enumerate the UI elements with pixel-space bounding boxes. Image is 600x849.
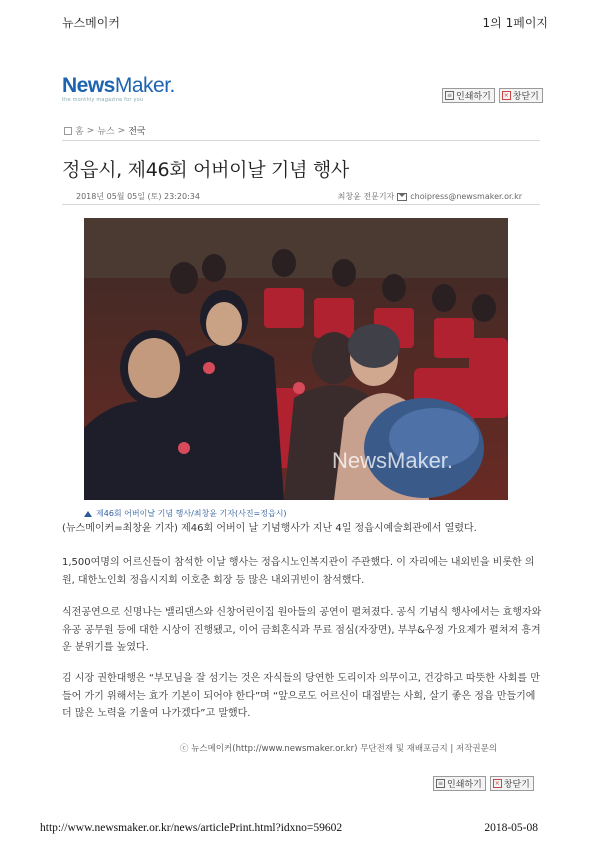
bottom-button-bar [433, 776, 534, 791]
print-button-label: 인쇄하기 [456, 92, 491, 102]
reporter-name: 최창윤 전문기자 [337, 192, 395, 201]
close-icon: × [503, 92, 509, 99]
close-window-button-bottom[interactable] [490, 776, 534, 791]
article-date: 2018년 05월 05일 (토) 23:20:34 [76, 192, 200, 201]
article-paragraph-3: 식전공연으로 신명나는 밸리댄스와 신창어린이집 원아들의 공연이 펼쳐졌다. 공식 기념식 행사에서는 효행자와 유공 공무원 등에 대한 시상이 진행됐고, 이어 금회혼식과 무료 점심(자장면), 부부&우정 가요제가 펼쳐져 흥겨운 분위기를 높였다. [62, 607, 542, 653]
close-button-label: 창닫기 [503, 780, 530, 790]
article-title: 정읍시, 제46회 어버이날 기념 행사 [62, 159, 349, 181]
breadcrumb-separator: > [86, 125, 95, 136]
breadcrumb-home[interactable]: 홈 [75, 127, 84, 137]
article-paragraph-2: 1,500여명의 어르신들이 참석한 이날 행사는 정읍시노인복지관이 주관했다. 이 자리에는 내외빈을 비롯한 의원, 대한노인회 정읍시지회 이호춘 회장 등 많은 내외귀빈이 참석했다. [62, 557, 535, 586]
logo-news: News [62, 74, 115, 97]
print-footer-url: http://www.newsmaker.or.kr/news/articlePrint.html?idxno=59602 [40, 822, 343, 834]
article-byline [338, 191, 522, 202]
home-icon [64, 127, 72, 135]
article-paragraph-4: 김 시장 권한대행은 “부모님을 잘 섬기는 것은 자식들의 당연한 도리이자 의무이고, 건강하고 따뜻한 사회를 만들어 가기 위해서는 효가 기본이 되어야 한다”며 “앞으로도 어르신이 대접받는 사회, 살기 좋은 정읍 만들기에 더 많은 노력을 기울여 나가겠다”고 말했다. [62, 673, 540, 719]
copyright-notice: ⓒ 뉴스메이커(http://www.newsmaker.or.kr) 무단전재 및 재배포금지 | 저작권문의 [180, 744, 498, 754]
breadcrumb-current[interactable]: 전국 [128, 127, 146, 137]
print-footer-date: 2018-05-08 [484, 822, 538, 834]
photo-watermark: NewsMaker. [332, 448, 454, 473]
reporter-email[interactable]: choipress@newsmaker.or.kr [410, 192, 522, 201]
top-button-bar [442, 88, 543, 103]
print-header-page-number: 1의 1페이지 [482, 16, 548, 30]
article-photo [84, 218, 508, 500]
breadcrumb-separator: > [117, 125, 126, 136]
close-button-label: 창닫기 [512, 92, 539, 102]
close-window-button[interactable] [499, 88, 543, 103]
print-button-label: 인쇄하기 [447, 780, 482, 790]
printer-icon: ≡ [437, 780, 444, 787]
article-paragraph-1: (뉴스메이커=최창윤 기자) 제46회 어버이 날 기념행사가 지난 4일 정읍시예술회관에서 열렸다. [62, 523, 477, 534]
print-button[interactable] [442, 88, 495, 103]
caption-text: 제46회 어버이날 기념 행사/최창윤 기자(사진=정읍시) [96, 509, 287, 518]
title-divider [62, 204, 540, 205]
print-header-site: 뉴스메이커 [62, 16, 120, 30]
site-logo[interactable] [62, 74, 175, 103]
caption-triangle-icon [84, 511, 92, 517]
photo-caption [84, 508, 287, 519]
breadcrumb-news[interactable]: 뉴스 [97, 127, 115, 137]
logo-tagline: the monthly magazine for you [62, 97, 144, 103]
event-photo-illustration [84, 218, 508, 500]
header-divider [62, 140, 540, 141]
print-button-bottom[interactable] [433, 776, 486, 791]
close-icon: × [494, 780, 500, 787]
breadcrumb [64, 124, 146, 137]
email-icon [397, 193, 407, 201]
printer-icon: ≡ [446, 92, 453, 99]
logo-maker: Maker. [114, 74, 175, 97]
